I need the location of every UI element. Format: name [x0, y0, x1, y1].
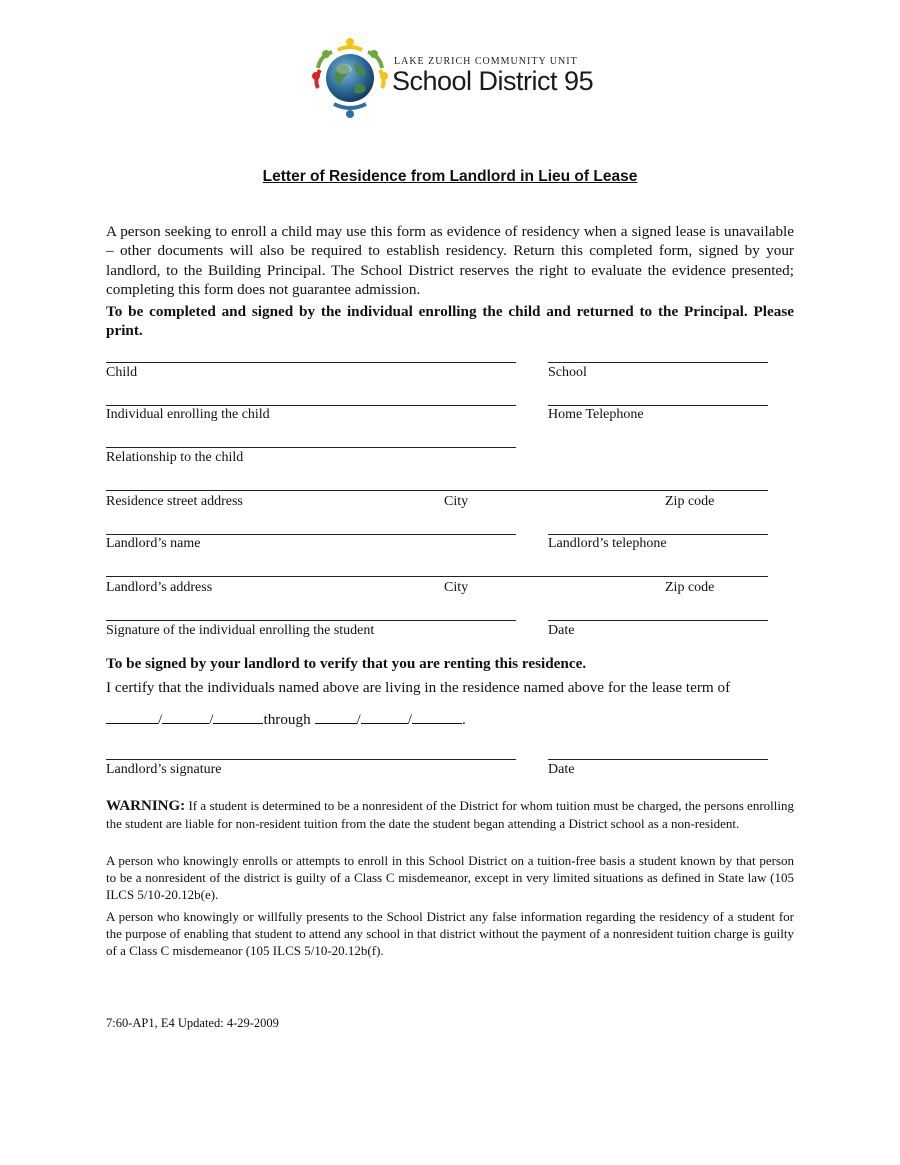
- through-label: through: [263, 711, 311, 728]
- misdemeanor-paragraph-1: A person who knowingly enrolls or attempts to enroll in this School District on a tuition-free basis a student known by that person to be a nonresident of the district is guilty of a Class C misdemeanor, except in very limited situations as defined in State law (105 ILCS 5/10-20.12b(e).: [106, 853, 794, 902]
- individual-enrolling-label: Individual enrolling the child: [106, 407, 270, 422]
- form-footer: 7:60-AP1, E4 Updated: 4-29-2009: [106, 1016, 279, 1030]
- date-slash: /: [158, 711, 163, 728]
- individual-enrolling-line[interactable]: [106, 405, 516, 406]
- instructions: To be completed and signed by the individual enrolling the child and returned to the Principal. Please print.: [106, 303, 794, 340]
- date-line[interactable]: [548, 620, 768, 621]
- logo-title: School District 95: [392, 66, 594, 96]
- child-label: Child: [106, 365, 138, 380]
- date-slash: /: [209, 711, 214, 728]
- landlord-address-line[interactable]: [106, 576, 768, 577]
- landlord-name-label: Landlord’s name: [106, 536, 201, 551]
- logo-subtitle: LAKE ZURICH COMMUNITY UNIT: [394, 56, 578, 67]
- landlord-city-label: City: [444, 580, 469, 595]
- school-label: School: [548, 365, 587, 380]
- lease-term-dates: [106, 708, 466, 729]
- home-telephone-line[interactable]: [548, 405, 768, 406]
- start-month-field[interactable]: [106, 708, 158, 724]
- date-slash: /: [356, 711, 361, 728]
- warning-text: If a student is determined to be a nonresident of the District for whom tuition must be charged, the persons enrolling the student are liable for non-resident tuition from the date the student began attending a District school as a non-resident.: [106, 798, 794, 831]
- start-year-field[interactable]: [213, 708, 263, 724]
- signature-enrolling-label: Signature of the individual enrolling the student: [106, 623, 375, 638]
- signature-enrolling-line[interactable]: [106, 620, 516, 621]
- landlord-date-label: Date: [548, 762, 575, 777]
- school-line[interactable]: [548, 362, 768, 363]
- residence-city-label: City: [444, 494, 469, 509]
- child-line[interactable]: [106, 362, 516, 363]
- residence-address-line[interactable]: [106, 490, 768, 491]
- end-month-field[interactable]: [315, 708, 357, 724]
- warning-paragraph: [106, 797, 794, 832]
- end-day-field[interactable]: [361, 708, 408, 724]
- landlord-name-line[interactable]: [106, 534, 516, 535]
- date-label: Date: [548, 623, 575, 638]
- warning-label: WARNING:: [106, 798, 186, 814]
- misdemeanor-paragraph-2: A person who knowingly or willfully presents to the School District any false information regarding the residency of a student for the purpose of enabling that student to attend any school in that district without the payment of a nonresident tuition charge is guilty of a Class C misdemeanor (105 ILCS 5/10-20.12b(f).: [106, 909, 794, 958]
- intro-paragraph: A person seeking to enroll a child may use this form as evidence of residency when a signed lease is unavailable – other documents will also be required to establish residency. Return this completed form, signed by your landlord, to the Building Principal. The School District reserves the right to evaluate the evidence presented; completing this form does not guarantee admission.: [106, 223, 794, 299]
- start-day-field[interactable]: [162, 708, 209, 724]
- date-slash: /: [407, 711, 412, 728]
- landlord-section-heading: To be signed by your landlord to verify that you are renting this residence.: [106, 655, 587, 672]
- period: .: [461, 711, 466, 728]
- residence-address-label: Residence street address: [106, 494, 243, 509]
- landlord-telephone-label: Landlord’s telephone: [548, 536, 667, 551]
- landlord-zip-label: Zip code: [665, 580, 715, 595]
- relationship-label: Relationship to the child: [106, 450, 244, 465]
- landlord-signature-line[interactable]: [106, 759, 516, 760]
- globe-people-icon: [308, 36, 392, 118]
- certify-text: I certify that the individuals named above are living in the residence named above for the lease term of: [106, 679, 731, 696]
- end-year-field[interactable]: [412, 708, 462, 724]
- home-telephone-label: Home Telephone: [548, 407, 644, 422]
- residence-zip-label: Zip code: [665, 494, 715, 509]
- page-title: Letter of Residence from Landlord in Lieu of Lease: [262, 168, 638, 185]
- landlord-address-label: Landlord’s address: [106, 580, 213, 595]
- landlord-signature-label: Landlord’s signature: [106, 762, 222, 777]
- landlord-date-line[interactable]: [548, 759, 768, 760]
- landlord-telephone-line[interactable]: [548, 534, 768, 535]
- relationship-line[interactable]: [106, 447, 516, 448]
